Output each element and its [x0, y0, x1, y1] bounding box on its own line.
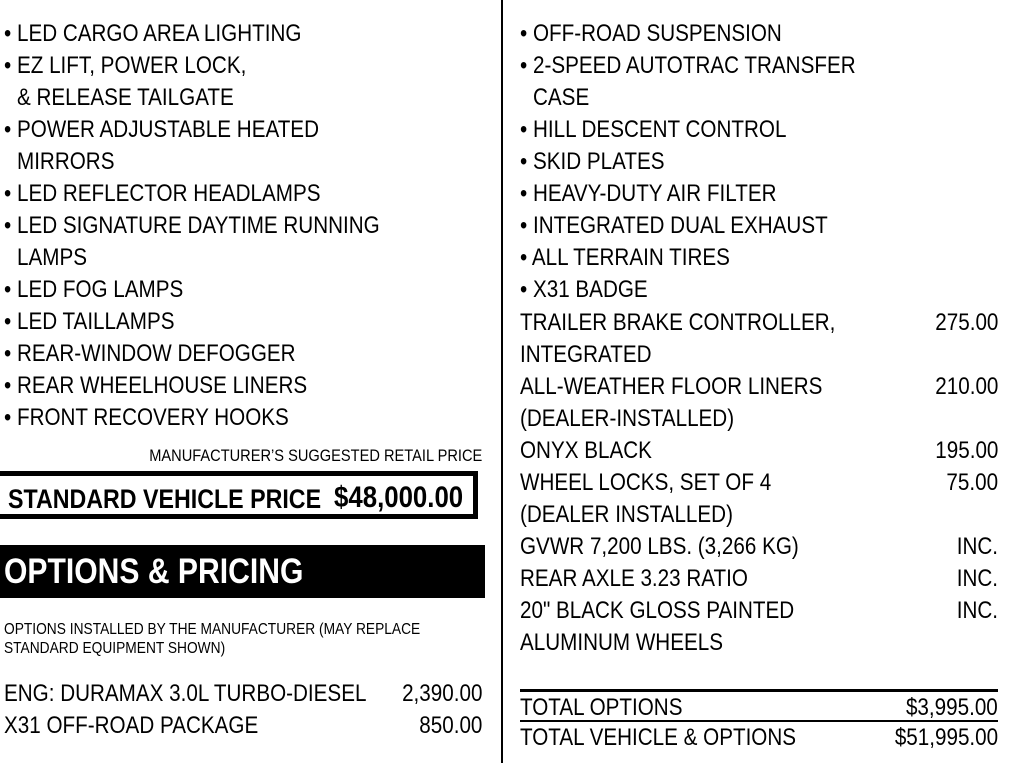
feature-line: • POWER ADJUSTABLE HEATED	[4, 116, 319, 143]
feature-line: • X31 BADGE	[520, 276, 648, 303]
totals-section	[520, 689, 998, 751]
standard-price-label: STANDARD VEHICLE PRICE	[8, 484, 322, 514]
option-label: (DEALER-INSTALLED)	[520, 405, 735, 432]
feature-item	[520, 274, 910, 306]
feature-item	[4, 114, 441, 178]
feature-line: LAMPS	[17, 244, 87, 271]
feature-item	[4, 338, 441, 370]
option-price: 210.00	[934, 373, 998, 400]
feature-item	[4, 178, 441, 210]
option-label: ONYX BLACK	[520, 437, 652, 464]
option-row	[520, 371, 998, 435]
total-options-row	[520, 689, 998, 720]
option-row	[520, 563, 998, 595]
column-divider	[501, 0, 503, 763]
option-label: INTEGRATED	[520, 341, 652, 368]
feature-line: • LED CARGO AREA LIGHTING	[4, 20, 302, 47]
options-pricing-title: OPTIONS & PRICING	[4, 552, 304, 591]
right-column	[518, 0, 1016, 763]
feature-item	[4, 306, 441, 338]
feature-line: • OFF-ROAD SUSPENSION	[520, 20, 782, 47]
option-price: 275.00	[934, 309, 998, 336]
option-row	[520, 435, 998, 467]
option-label: REAR AXLE 3.23 RATIO	[520, 565, 748, 592]
feature-line: • REAR-WINDOW DEFOGGER	[4, 340, 296, 367]
feature-item	[4, 274, 441, 306]
options-pricing-banner	[0, 545, 485, 598]
option-label: ALUMINUM WHEELS	[520, 629, 723, 656]
option-label: 20" BLACK GLOSS PAINTED	[520, 597, 795, 624]
feature-item	[520, 210, 910, 242]
total-options-label: TOTAL OPTIONS	[520, 694, 683, 721]
feature-line: • LED TAILLAMPS	[4, 308, 175, 335]
option-row	[4, 678, 482, 710]
feature-line: • LED SIGNATURE DAYTIME RUNNING	[4, 212, 380, 239]
feature-line: • LED REFLECTOR HEADLAMPS	[4, 180, 321, 207]
feature-item	[520, 18, 910, 50]
total-options-value: $3,995.00	[906, 694, 998, 721]
feature-line: • INTEGRATED DUAL EXHAUST	[520, 212, 828, 239]
options-price-list	[520, 307, 998, 659]
total-vehicle-row	[520, 720, 998, 751]
option-label: GVWR 7,200 LBS. (3,266 KG)	[520, 533, 799, 560]
package-features-list	[520, 18, 910, 306]
feature-line: • 2-SPEED AUTOTRAC TRANSFER	[520, 52, 856, 79]
feature-line: • EZ LIFT, POWER LOCK,	[4, 52, 247, 79]
option-price: INC.	[956, 565, 998, 592]
option-price: 2,390.00	[401, 680, 482, 707]
standard-price-box	[0, 471, 478, 519]
feature-item	[520, 242, 910, 274]
feature-item	[4, 18, 441, 50]
feature-item	[520, 50, 910, 114]
feature-item	[4, 50, 441, 114]
feature-line: & RELEASE TAILGATE	[17, 84, 234, 111]
option-row	[520, 595, 998, 659]
standard-features-list	[4, 18, 441, 434]
left-column	[0, 0, 492, 763]
feature-line: • REAR WHEELHOUSE LINERS	[4, 372, 308, 399]
feature-line: • HEAVY-DUTY AIR FILTER	[520, 180, 777, 207]
feature-item	[520, 178, 910, 210]
feature-item	[520, 146, 910, 178]
total-vehicle-value: $51,995.00	[894, 724, 998, 751]
option-row	[520, 467, 998, 531]
option-price: INC.	[956, 533, 998, 560]
feature-line: • HILL DESCENT CONTROL	[520, 116, 787, 143]
feature-line: • ALL TERRAIN TIRES	[520, 244, 730, 271]
feature-line: • FRONT RECOVERY HOOKS	[4, 404, 289, 431]
feature-item	[4, 370, 441, 402]
options-note: OPTIONS INSTALLED BY THE MANUFACTURER (MAY REPLACE STANDARD EQUIPMENT SHOWN)	[4, 621, 421, 657]
standard-price-value: $48,000.00	[333, 481, 463, 514]
feature-line: MIRRORS	[17, 148, 115, 175]
option-label: X31 OFF-ROAD PACKAGE	[4, 712, 259, 739]
feature-item	[4, 210, 441, 274]
option-label: ENG: DURAMAX 3.0L TURBO-DIESEL	[4, 680, 367, 707]
msrp-label: MANUFACTURER’S SUGGESTED RETAIL PRICE	[148, 446, 482, 465]
feature-line: CASE	[533, 84, 590, 111]
option-label: TRAILER BRAKE CONTROLLER,	[520, 309, 836, 336]
feature-line: • LED FOG LAMPS	[4, 276, 184, 303]
option-price: 75.00	[946, 469, 998, 496]
option-price: INC.	[956, 597, 998, 624]
option-label: (DEALER INSTALLED)	[520, 501, 733, 528]
option-row	[520, 531, 998, 563]
option-row	[520, 307, 998, 371]
total-vehicle-label: TOTAL VEHICLE & OPTIONS	[520, 724, 797, 751]
option-row	[4, 710, 482, 742]
option-label: WHEEL LOCKS, SET OF 4	[520, 469, 772, 496]
feature-item	[520, 114, 910, 146]
option-price: 195.00	[934, 437, 998, 464]
option-label: ALL-WEATHER FLOOR LINERS	[520, 373, 823, 400]
feature-item	[4, 402, 441, 434]
feature-line: • SKID PLATES	[520, 148, 665, 175]
option-price: 850.00	[418, 712, 482, 739]
